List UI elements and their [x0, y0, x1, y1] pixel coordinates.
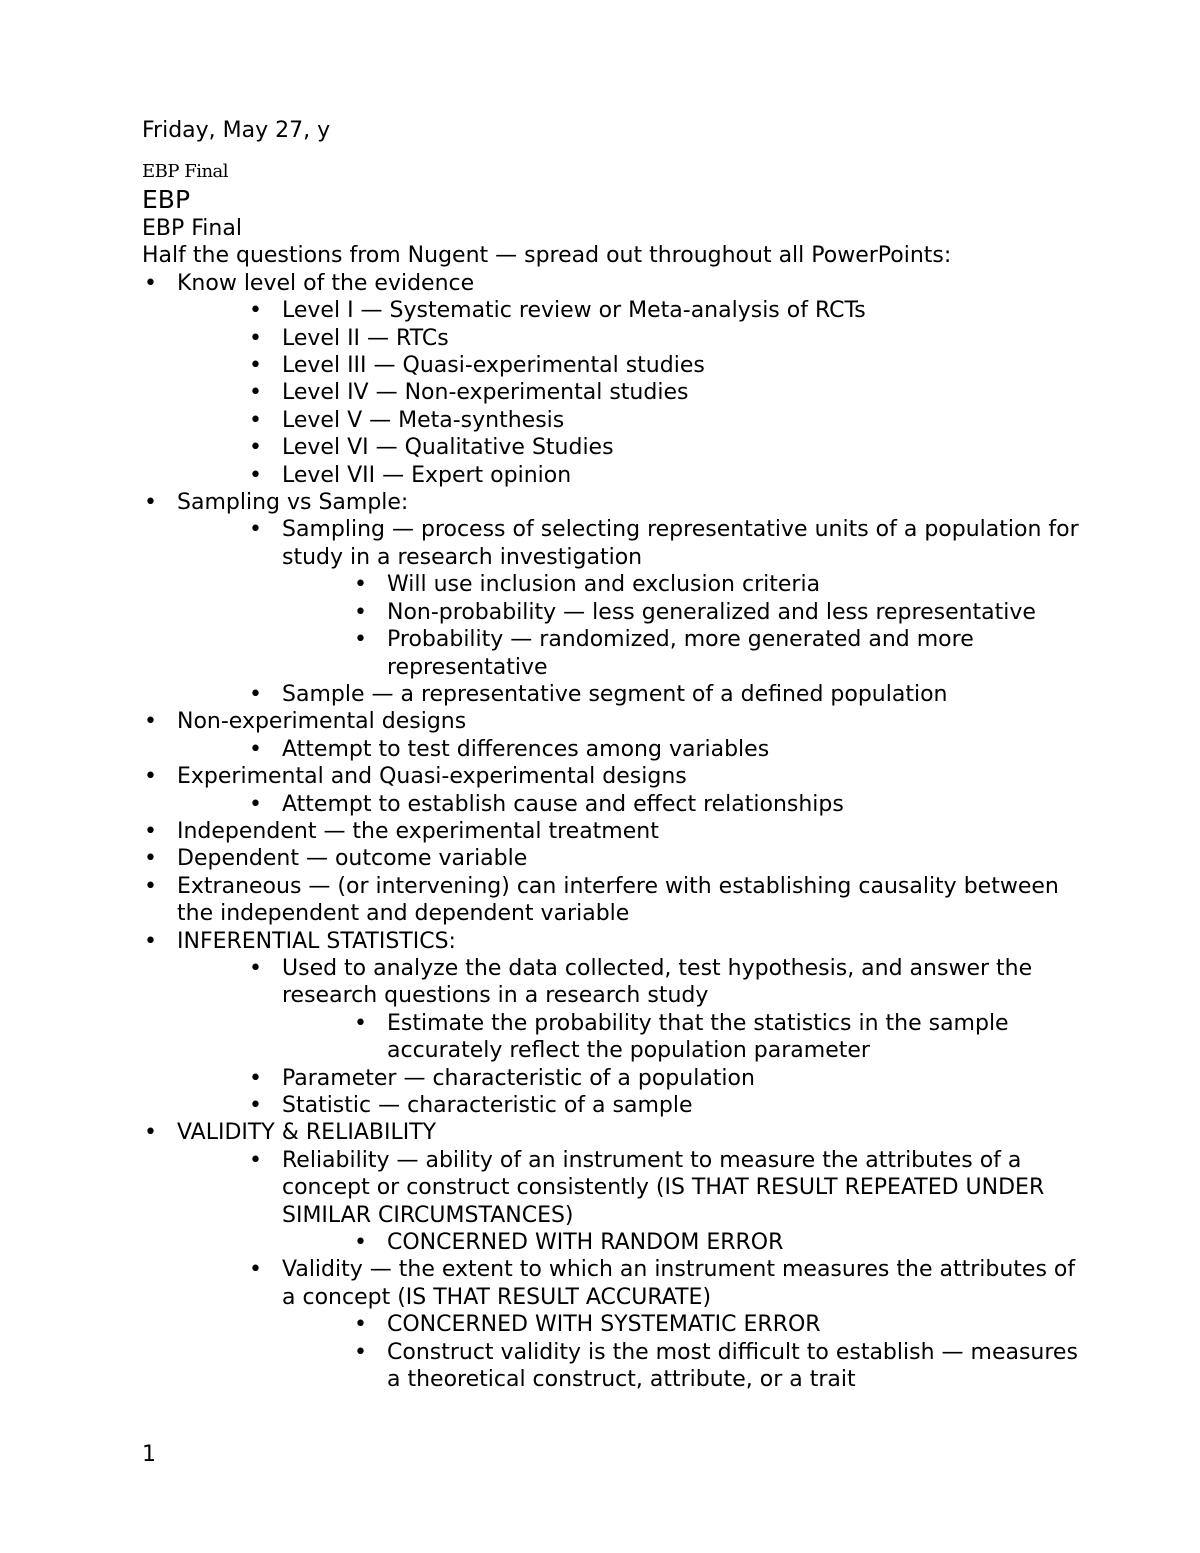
list-item: • Level V — Meta-synthesis	[247, 407, 1082, 434]
page-date: Friday, May 27, y	[142, 118, 331, 143]
list-item: • Experimental and Quasi-experimental designs • Attempt to establish cause and effect relationships	[142, 763, 1082, 818]
note-small-title: EBP Final	[142, 161, 229, 182]
list-item: • Probability — randomized, more generated and more representative	[352, 626, 1082, 681]
list-item: • Level IV — Non-experimental studies	[247, 379, 1082, 406]
list-item: • Level II — RTCs	[247, 325, 1082, 352]
list-item: • CONCERNED WITH SYSTEMATIC ERROR	[352, 1311, 1082, 1338]
list-item: • VALIDITY & RELIABILITY • Reliability — ability of an instrument to measure the attributes of a concept or construct consistently (IS THAT RESULT REPEATED UNDER SIMILAR CIRCUMSTANCES) • CONCERNED WITH RANDOM ERROR • Validity — the extent to which an instrument measures the attributes of a concept (IS THAT RESULT ACCURATE) • CONCERNED WITH SYSTEMATIC ERROR • Construct validity is the most difficult to establish — measures a theoretical construct, attribute, or a trait	[142, 1119, 1082, 1393]
list-item: • Know level of the evidence • Level I — Systematic review or Meta-analysis of RCTs • Level II — RTCs • Level III — Quasi-experimental studies • Level IV — Non-experimental studies • Level V — Meta-synthesis • Level VI — Qualitative Studies • Level VII — Expert opinion	[142, 270, 1082, 489]
outline-list	[142, 270, 1082, 1394]
page-number: 1	[142, 1442, 156, 1467]
intro-line: Half the questions from Nugent — spread out throughout all PowerPoints:	[142, 243, 952, 269]
list-item: • Sampling — process of selecting representative units of a population for study in a research investigation • Will use inclusion and exclusion criteria • Non-probability — less generalized and less representative • Probability — randomized, more generated and more representative	[247, 516, 1082, 680]
list-item: • Level VI — Qualitative Studies	[247, 434, 1082, 461]
list-item: • Parameter — characteristic of a population	[247, 1065, 1082, 1092]
list-item: • Dependent — outcome variable	[142, 845, 1082, 872]
list-item: • Statistic — characteristic of a sample	[247, 1092, 1082, 1119]
list-item: • CONCERNED WITH RANDOM ERROR	[352, 1229, 1082, 1256]
list-item: • INFERENTIAL STATISTICS: • Used to analyze the data collected, test hypothesis, and answer the research questions in a research study • Estimate the probability that the statistics in the sample accurately reflect the population parameter • Parameter — characteristic of a population • Statistic — characteristic of a sample	[142, 928, 1082, 1120]
list-item: • Used to analyze the data collected, test hypothesis, and answer the research questions in a research study • Estimate the probability that the statistics in the sample accurately reflect the population parameter	[247, 955, 1082, 1065]
list-item: • Attempt to establish cause and effect relationships	[247, 791, 1082, 818]
list-item: • Attempt to test differences among variables	[247, 736, 1082, 763]
list-item: • Level I — Systematic review or Meta-analysis of RCTs	[247, 297, 1082, 324]
list-item: • Reliability — ability of an instrument to measure the attributes of a concept or construct consistently (IS THAT RESULT REPEATED UNDER SIMILAR CIRCUMSTANCES) • CONCERNED WITH RANDOM ERROR	[247, 1147, 1082, 1257]
note-title: EBP	[142, 185, 191, 214]
list-item: • Level VII — Expert opinion	[247, 462, 1082, 489]
note-content	[142, 215, 1082, 1393]
list-item: • Estimate the probability that the statistics in the sample accurately reflect the population parameter	[352, 1010, 1082, 1065]
list-item: • Independent — the experimental treatment	[142, 818, 1082, 845]
list-item: • Non-probability — less generalized and less representative	[352, 599, 1082, 626]
list-item: • Level III — Quasi-experimental studies	[247, 352, 1082, 379]
list-item: • Extraneous — (or intervening) can interfere with establishing causality between the independent and dependent variable	[142, 873, 1082, 928]
list-item: • Construct validity is the most difficult to establish — measures a theoretical construct, attribute, or a trait	[352, 1339, 1082, 1394]
list-item: • Will use inclusion and exclusion criteria	[352, 571, 1082, 598]
list-item: • Sample — a representative segment of a defined population	[247, 681, 1082, 708]
list-item: • Validity — the extent to which an instrument measures the attributes of a concept (IS THAT RESULT ACCURATE) • CONCERNED WITH SYSTEMATIC ERROR • Construct validity is the most difficult to establish — measures a theoretical construct, attribute, or a trait	[247, 1256, 1082, 1393]
note-subtitle: EBP Final	[142, 216, 242, 241]
list-item: • Non-experimental designs • Attempt to test differences among variables	[142, 708, 1082, 763]
list-item: • Sampling vs Sample: • Sampling — process of selecting representative units of a population for study in a research investigation • Will use inclusion and exclusion criteria • Non-probability — less generalized and less representative • Probability — randomized, more generated and more representative • Sample — a representative segment of a defined population	[142, 489, 1082, 708]
